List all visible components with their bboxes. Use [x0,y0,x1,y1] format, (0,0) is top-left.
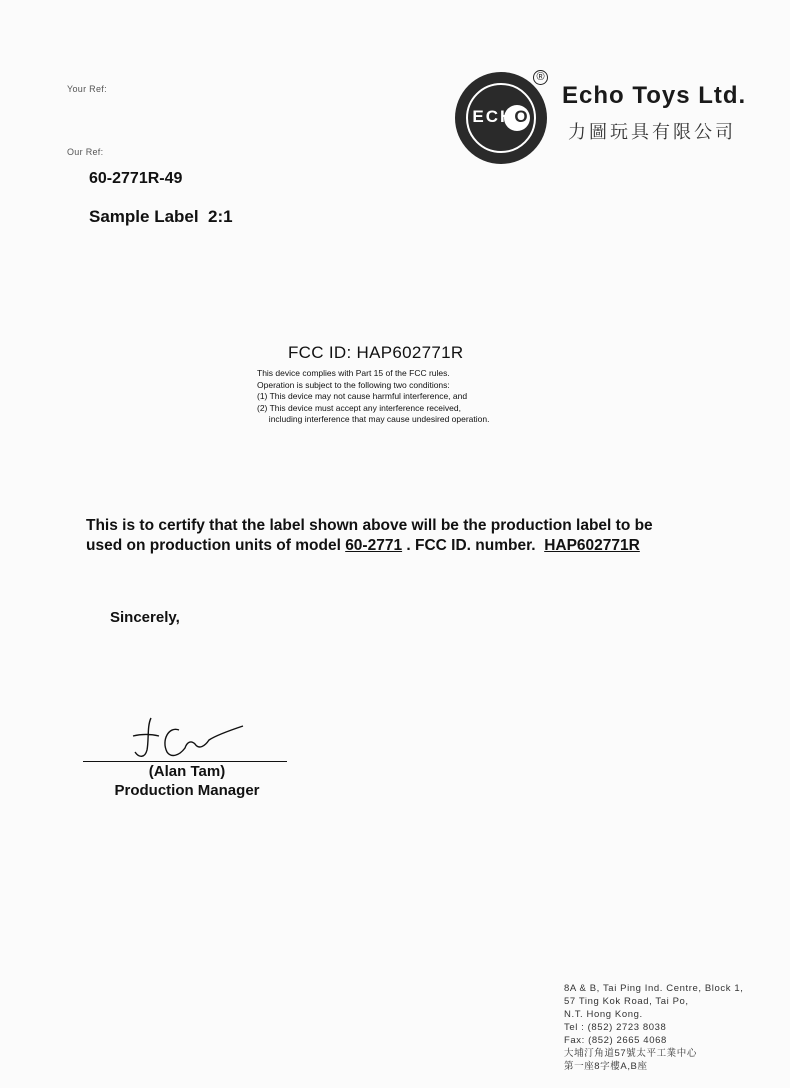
certification-middle: . FCC ID. number. [402,537,545,554]
fcc-line-5: including interference that may cause undesired operation. [257,414,490,424]
reference-number: 60-2771R-49 [89,170,183,187]
company-address [564,982,743,1073]
address-tel: Tel : (852) 2723 8038 [564,1022,667,1033]
fcc-line-1: This device complies with Part 15 of the FCC rules. [257,368,450,378]
fcc-line-2: Operation is subject to the following two conditions: [257,379,450,390]
fcc-statement [257,368,489,426]
signatory-name: (Alan Tam) [148,763,226,780]
signature-icon [125,706,255,764]
address-line-3: N.T. Hong Kong. [564,1009,643,1020]
certification-prefix: used on production units of model [86,537,346,554]
registered-mark: ® [533,70,548,85]
address-line-2: 57 Ting Kok Road, Tai Po, [564,996,689,1007]
fcc-line-4: (2) This device must accept any interference received, [257,402,461,413]
address-line-1: 8A & B, Tai Ping Ind. Centre, Block 1, [564,983,744,994]
certification-line-2 [86,536,640,555]
salutation: Sincerely, [110,609,180,626]
fcc-id-number: HAP602771R [544,537,640,554]
echo-logo [455,72,547,164]
certification-line-1: This is to certify that the label shown above will be the production label to be [86,517,653,534]
fcc-id-title: FCC ID: HAP602771R [288,343,464,362]
fcc-line-3: (1) This device may not cause harmful interference, and [257,391,468,401]
logo-word: ECHO [472,107,530,126]
company-name-english: Echo Toys Ltd. [562,82,747,109]
address-fax: Fax: (852) 2665 4068 [564,1035,667,1046]
company-name-chinese: 力圖玩具有限公司 [568,122,736,142]
your-ref-label: Your Ref: [67,84,107,94]
our-ref-label: Our Ref: [67,147,104,157]
address-chinese-1: 大埔汀角道57號太平工業中心 [564,1048,697,1059]
signatory-title: Production Manager [114,782,260,799]
model-number: 60-2771 [345,537,403,554]
sample-label-heading: Sample Label 2:1 [89,207,233,226]
address-chinese-2: 第一座8字樓A,B座 [564,1061,648,1072]
signature-line [83,761,287,762]
